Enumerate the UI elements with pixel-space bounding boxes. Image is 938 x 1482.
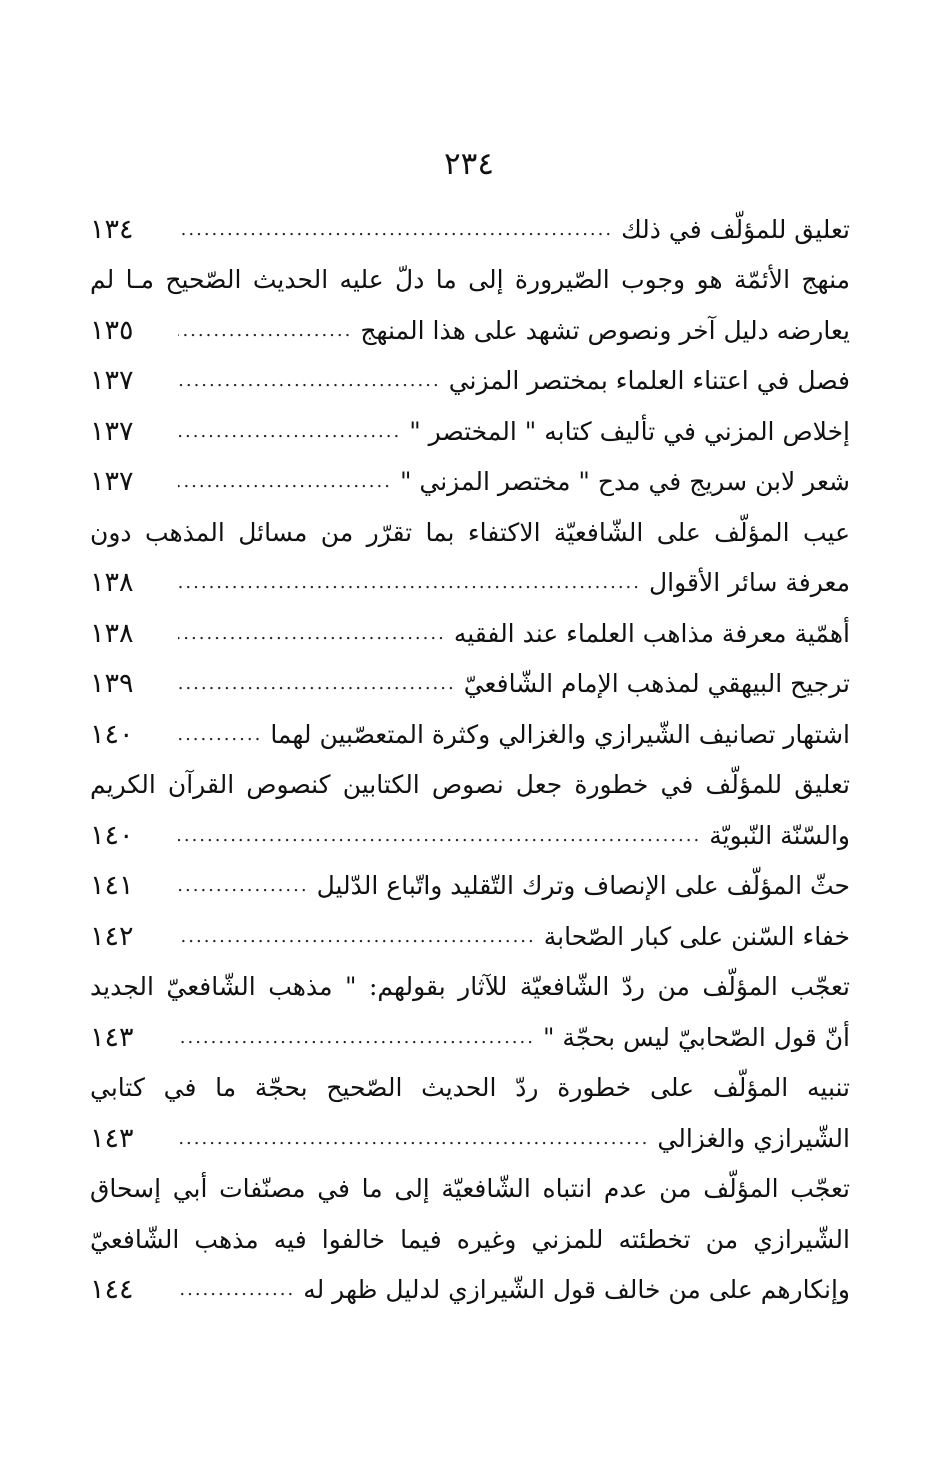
toc-entry-line <box>90 305 850 356</box>
toc-page-number: ١٤٠ <box>90 718 134 750</box>
toc-entry-title: اشتهار تصانيف الشّيرازي والغزالي وكثرة المتعصّبين لهما <box>270 719 850 749</box>
toc-entry-title: تعليق للمؤلّف في خطورة جعل نصوص الكتابين كنصوص القرآن الكريم <box>90 770 850 800</box>
toc-entry-title: يعارضه دليل آخر ونصوص تشهد على هذا المنهج <box>360 315 850 345</box>
toc-entry-title: معرفة سائر الأقوال <box>649 568 850 598</box>
toc-entry-title: أهمّية معرفة مذاهب العلماء عند الفقيه <box>453 618 850 648</box>
toc-entry-title: تعجّب المؤلّف من عدم انتباه الشّافعيّة إلى ما في مصنّفات أبي إسحاق <box>90 1174 850 1204</box>
toc-page-number: ١٤١ <box>90 870 134 902</box>
toc-entry-line <box>90 204 850 255</box>
toc-entry-title: الشّيرازي والغزالي <box>657 1123 850 1153</box>
toc-entry-title: شعر لابن سريج في مدح " مختصر المزني " <box>399 467 850 497</box>
toc-entry-line <box>90 406 850 457</box>
dot-leader <box>178 320 352 341</box>
toc-entry-title: تعجّب المؤلّف من ردّ الشّافعيّة للآثار بقولهم: " مذهب الشّافعيّ الجديد <box>90 972 850 1002</box>
toc-entry-line <box>90 911 850 962</box>
toc-entry-line <box>90 709 850 760</box>
dot-leader <box>178 1279 295 1300</box>
toc-entry-line <box>90 1265 850 1316</box>
toc-page-number: ١٤٤ <box>90 1274 134 1306</box>
page-number: ٢٣٤ <box>444 146 494 182</box>
dot-leader <box>178 825 701 846</box>
toc-entry-title: الشّيرازي من تخطئته للمزني وغيره فيما خالفوا فيه مذهب الشّافعيّ <box>90 1224 850 1254</box>
toc-entry-title: خفاء السّنن على كبار الصّحابة <box>543 921 850 951</box>
toc-page-number: ١٣٥ <box>90 314 134 346</box>
toc-entry-title: تنبيه المؤلّف على خطورة ردّ الحديث الصّحيح بحجّة ما في كتابي <box>90 1073 850 1103</box>
dot-leader <box>178 1128 649 1149</box>
toc-entry-line <box>90 558 850 609</box>
toc-page-number: ١٣٧ <box>90 466 134 498</box>
toc-entry-title: منهج الأئمّة هو وجوب الصّيرورة إلى ما دلّ عليه الحديث الصّحيح مـا لم <box>90 265 850 295</box>
toc-page-number: ١٣٤ <box>90 213 134 245</box>
toc-page-number: ١٤٠ <box>90 819 134 851</box>
toc-page-number: ١٣٨ <box>90 567 134 599</box>
dot-leader <box>178 1027 535 1048</box>
dot-leader <box>178 926 536 947</box>
dot-leader <box>178 623 446 644</box>
toc-entry-line <box>90 1164 850 1215</box>
toc-entry-line <box>90 962 850 1013</box>
toc-page-number: ١٤٢ <box>90 920 134 952</box>
dot-leader <box>178 471 392 492</box>
toc-entry-line <box>90 1012 850 1063</box>
toc-entry-title: أنّ قول الصّحابيّ ليس بحجّة " <box>542 1022 850 1052</box>
toc-entry-line <box>90 507 850 558</box>
toc-entry-line <box>90 457 850 508</box>
dot-leader <box>178 219 613 240</box>
toc-entry-line <box>90 1214 850 1265</box>
dot-leader <box>178 673 456 694</box>
toc-entry-line <box>90 810 850 861</box>
toc-entry-line <box>90 760 850 811</box>
table-of-contents <box>90 204 850 1315</box>
toc-page-number: ١٣٨ <box>90 617 134 649</box>
toc-entry-title: إخلاص المزني في تأليف كتابه " المختصر " <box>409 416 850 446</box>
dot-leader <box>178 370 441 391</box>
toc-entry-title: والسّنّة النّبويّة <box>709 820 850 850</box>
toc-entry-title: تعليق للمؤلّف في ذلك <box>621 214 850 244</box>
toc-entry-title: حثّ المؤلّف على الإنصاف وترك التّقليد واتّباع الدّليل <box>316 871 850 901</box>
dot-leader <box>178 724 262 745</box>
toc-entry-line <box>90 356 850 407</box>
toc-page-number: ١٣٧ <box>90 415 134 447</box>
toc-page-number: ١٣٧ <box>90 365 134 397</box>
dot-leader <box>178 572 641 593</box>
toc-page-number: ١٤٣ <box>90 1021 134 1053</box>
toc-page-number: ١٣٩ <box>90 668 134 700</box>
dot-leader <box>178 421 401 442</box>
toc-entry-title: عيب المؤلّف على الشّافعيّة الاكتفاء بما تقرّر من مسائل المذهب دون <box>90 517 850 547</box>
toc-entry-line <box>90 255 850 306</box>
toc-entry-line <box>90 1113 850 1164</box>
toc-entry-title: ترجيح البيهقي لمذهب الإمام الشّافعيّ <box>463 669 850 699</box>
toc-entry-title: فصل في اعتناء العلماء بمختصر المزني <box>448 366 850 396</box>
toc-entry-line <box>90 861 850 912</box>
toc-page-number: ١٤٣ <box>90 1122 134 1154</box>
dot-leader <box>178 875 309 896</box>
toc-entry-line <box>90 1063 850 1114</box>
toc-entry-line <box>90 608 850 659</box>
toc-entry-line <box>90 659 850 710</box>
toc-entry-title: وإنكارهم على من خالف قول الشّيرازي لدليل ظهر له <box>303 1275 850 1305</box>
